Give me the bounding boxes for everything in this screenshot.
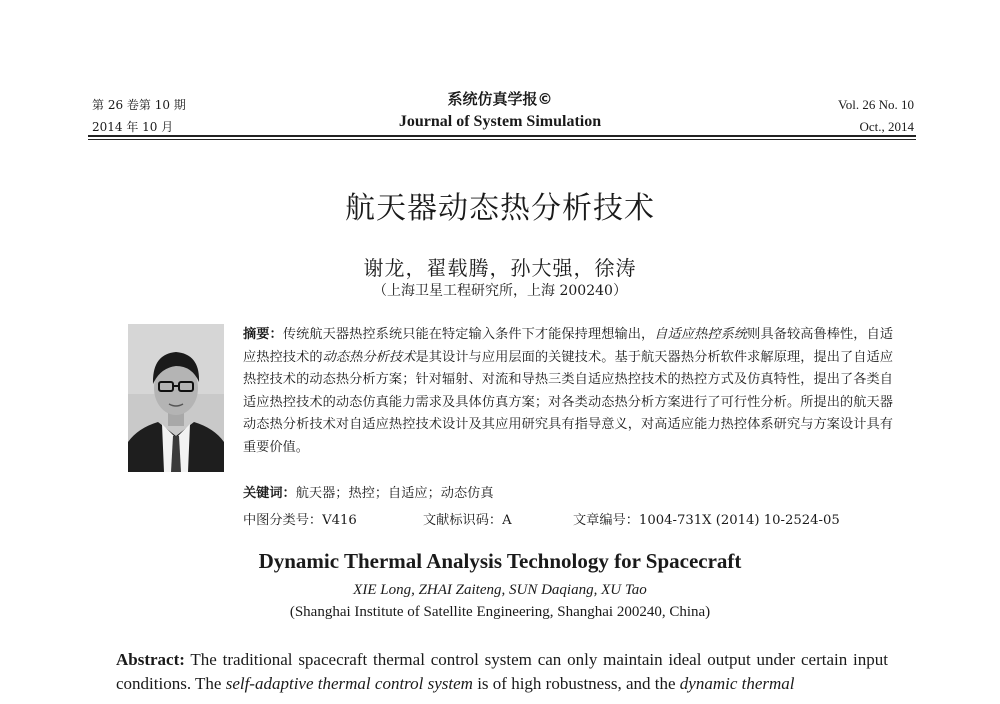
journal-name-en: Journal of System Simulation xyxy=(398,113,602,130)
affiliation-en: (Shanghai Institute of Satellite Engineering, Shanghai 200240, China) xyxy=(289,604,711,620)
author-list-en: XIE Long, ZHAI Zaiteng, SUN Daqiang, XU Tao xyxy=(353,582,647,598)
keywords-cn xyxy=(243,482,494,501)
abstract-cn-text-3: 是其设计与应用层面的关键技术。基于航天器热分析软件求解原理，提出了自适应热控技术的动态热分析方案；针对辐射、对流和导热三类自适应热控技术的热控方式及仿真特性，提出了各类自适应热控技术的动态仿真能力需求及具体仿真方案；对各类动态热分析方案进行了可行性分析。所提出的航天器动态热分析技术对自适应热控技术设计及其应用研究具有指导意义，对高适应能力热控体系研究与方案设计具有重要价值。 xyxy=(243,349,894,455)
abstract-en-text-1: The traditional spacecraft thermal control system can only maintain ideal output under certain input conditions. The xyxy=(116,650,888,693)
abstract-cn-label: 摘要： xyxy=(243,327,283,342)
document-code: 文献标识码：A xyxy=(423,513,512,528)
header-rule-thin xyxy=(88,139,916,140)
header-rule-thick xyxy=(88,135,916,137)
abstract-en xyxy=(116,648,888,696)
issue-volume: 第 26 卷第 10 期 xyxy=(92,98,186,112)
article-number: 文章编号：1004-731X (2014) 10-2524-05 xyxy=(573,513,840,528)
abstract-cn-text-2: 则具备较高鲁棒性，自适应热控技术的 xyxy=(243,327,894,365)
clc-number: 中图分类号：V416 xyxy=(243,513,357,528)
abstract-en-emphasis-1: self-adaptive thermal control system xyxy=(225,674,473,693)
volume-number-en: Vol. 26 No. 10 xyxy=(838,97,914,112)
abstract-cn-emphasis-1: 自适应热控系统 xyxy=(654,327,748,342)
affiliation-cn: （上海卫星工程研究所，上海 200240） xyxy=(373,283,627,299)
issue-date-en: Oct., 2014 xyxy=(859,119,914,134)
abstract-en-text-2: is of high robustness, and the xyxy=(472,674,680,693)
author-photo xyxy=(128,324,224,472)
abstract-cn-emphasis-2: 动态热分析技术 xyxy=(322,349,416,365)
issue-date: 2014 年 10 月 xyxy=(92,120,174,134)
keywords-cn-label: 关键词： xyxy=(243,486,296,501)
abstract-en-label: Abstract: xyxy=(116,650,185,669)
abstract-cn xyxy=(243,324,893,460)
paper-title-cn: 航天器动态热分析技术 xyxy=(345,191,655,226)
paper-title-en: Dynamic Thermal Analysis Technology for Spacecraft xyxy=(258,549,742,573)
author-list-cn: 谢龙，翟载腾，孙大强，徐涛 xyxy=(363,256,637,280)
classification-line xyxy=(243,509,893,528)
keywords-cn-text: 航天器；热控；自适应；动态仿真 xyxy=(295,486,494,501)
abstract-en-emphasis-2: dynamic thermal xyxy=(679,674,795,693)
abstract-cn-text-1: 传统航天器热控系统只能在特定输入条件下才能保持理想输出， xyxy=(282,327,655,342)
journal-name-cn: 系统仿真学报© xyxy=(447,90,553,108)
